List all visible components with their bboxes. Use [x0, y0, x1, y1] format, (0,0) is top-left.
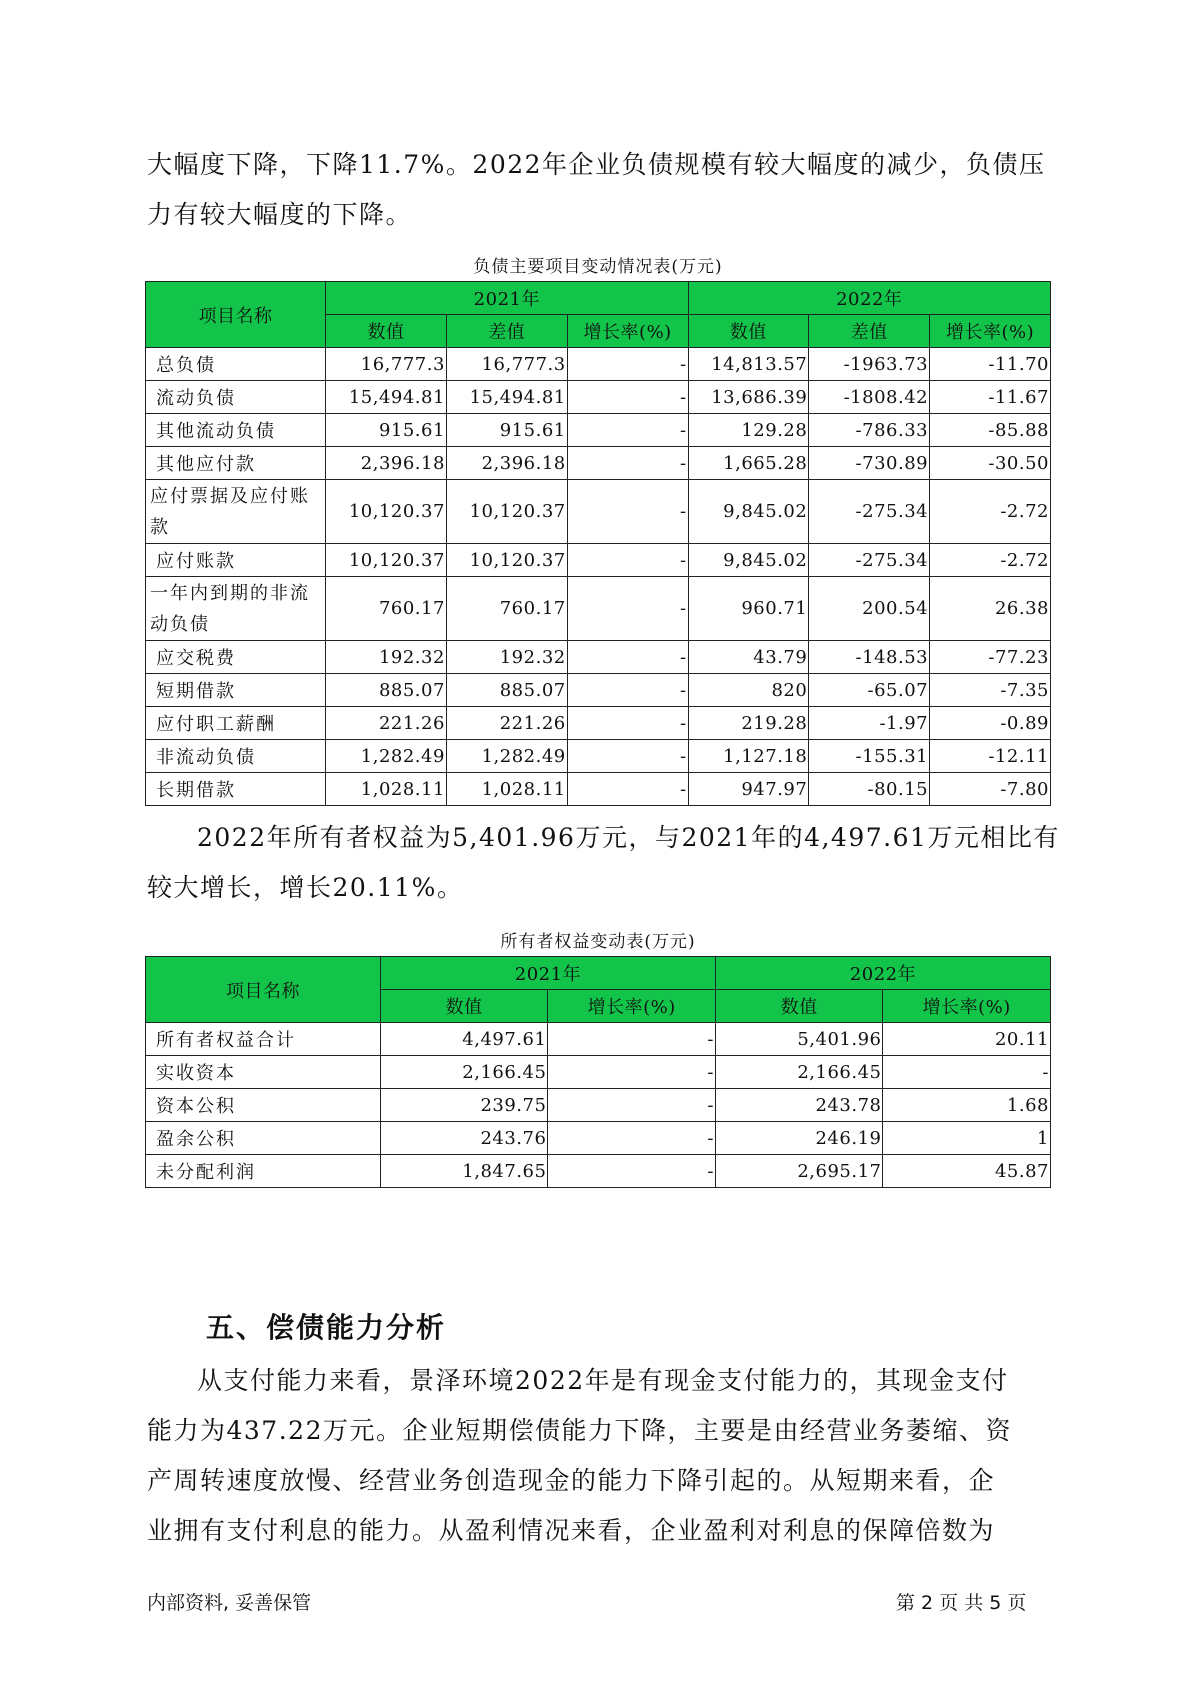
cell-g21: - [567, 348, 688, 381]
header-growth: 增长率(%) [930, 315, 1051, 348]
cell-v22: 219.28 [688, 707, 809, 740]
cell-g22: -7.80 [930, 773, 1051, 806]
cell-v21: 2,396.18 [326, 447, 447, 480]
table-row [146, 707, 1051, 740]
table-row [146, 641, 1051, 674]
header-diff: 差值 [446, 315, 567, 348]
cell-g21: - [567, 447, 688, 480]
cell-v21: 16,777.3 [326, 348, 447, 381]
row-label: 资本公积 [146, 1089, 381, 1122]
row-label: 应付职工薪酬 [146, 707, 326, 740]
cell-g22: 1.68 [883, 1089, 1051, 1122]
cell-v22: 13,686.39 [688, 381, 809, 414]
row-label: 总负债 [146, 348, 326, 381]
cell-d21: 1,028.11 [446, 773, 567, 806]
table-row [146, 1155, 1051, 1188]
cell-v21: 1,847.65 [380, 1155, 548, 1188]
cell-v21: 1,028.11 [326, 773, 447, 806]
table-row [146, 1089, 1051, 1122]
cell-g22: - [883, 1056, 1051, 1089]
cell-g21: - [567, 707, 688, 740]
intro-line: 大幅度下降，下降11.7%。2022年企业负债规模有较大幅度的减少，负债压 [147, 150, 1046, 179]
cell-g21: - [567, 381, 688, 414]
row-label: 所有者权益合计 [146, 1023, 381, 1056]
table-row [146, 674, 1051, 707]
footer-page-number: 第 2 页 共 5 页 [896, 1592, 1027, 1614]
equity-table-body [146, 1023, 1051, 1188]
table-row [146, 381, 1051, 414]
cell-g22: -85.88 [930, 414, 1051, 447]
row-label: 应付账款 [146, 544, 326, 577]
cell-v22: 820 [688, 674, 809, 707]
cell-g22: 45.87 [883, 1155, 1051, 1188]
cell-v22: 2,695.17 [715, 1155, 883, 1188]
cell-g21: - [548, 1155, 716, 1188]
row-label: 未分配利润 [146, 1155, 381, 1188]
cell-v21: 15,494.81 [326, 381, 447, 414]
table-row [146, 577, 1051, 641]
cell-d22: 200.54 [809, 577, 930, 641]
row-label: 非流动负债 [146, 740, 326, 773]
cell-d21: 10,120.37 [446, 480, 567, 544]
cell-v22: 14,813.57 [688, 348, 809, 381]
header-year-2022: 2022年 [688, 282, 1050, 315]
row-label: 流动负债 [146, 381, 326, 414]
cell-g22: -12.11 [930, 740, 1051, 773]
row-label: 实收资本 [146, 1056, 381, 1089]
cell-d22: -730.89 [809, 447, 930, 480]
liability-table-caption: 负债主要项目变动情况表(万元) [473, 257, 723, 277]
cell-v21: 2,166.45 [380, 1056, 548, 1089]
cell-d21: 16,777.3 [446, 348, 567, 381]
cell-v22: 5,401.96 [715, 1023, 883, 1056]
row-label: 一年内到期的非流动负债 [146, 577, 326, 641]
cell-g22: 1 [883, 1122, 1051, 1155]
cell-v21: 4,497.61 [380, 1023, 548, 1056]
cell-g22: -30.50 [930, 447, 1051, 480]
cell-d21: 2,396.18 [446, 447, 567, 480]
header-value: 数值 [326, 315, 447, 348]
solvency-line: 业拥有支付利息的能力。从盈利情况来看，企业盈利对利息的保障倍数为 [147, 1516, 996, 1545]
cell-d22: -1.97 [809, 707, 930, 740]
header-value: 数值 [715, 990, 883, 1023]
cell-v22: 43.79 [688, 641, 809, 674]
equity-line: 2022年所有者权益为5,401.96万元，与2021年的4,497.61万元相比有 [197, 823, 1060, 852]
equity-line: 较大增长，增长20.11%。 [147, 873, 464, 902]
cell-v22: 1,127.18 [688, 740, 809, 773]
cell-v21: 760.17 [326, 577, 447, 641]
row-label: 盈余公积 [146, 1122, 381, 1155]
cell-d22: -148.53 [809, 641, 930, 674]
cell-g21: - [548, 1056, 716, 1089]
header-growth: 增长率(%) [548, 990, 716, 1023]
cell-d21: 10,120.37 [446, 544, 567, 577]
cell-v21: 243.76 [380, 1122, 548, 1155]
intro-line: 力有较大幅度的下降。 [147, 200, 413, 229]
cell-g21: - [548, 1089, 716, 1122]
header-diff: 差值 [809, 315, 930, 348]
cell-v22: 947.97 [688, 773, 809, 806]
cell-v21: 915.61 [326, 414, 447, 447]
header-growth: 增长率(%) [567, 315, 688, 348]
table-row [146, 447, 1051, 480]
cell-d22: -80.15 [809, 773, 930, 806]
cell-g21: - [567, 674, 688, 707]
row-label: 其他流动负债 [146, 414, 326, 447]
cell-d21: 760.17 [446, 577, 567, 641]
solvency-line: 产周转速度放慢、经营业务创造现金的能力下降引起的。从短期来看，企 [147, 1466, 996, 1495]
table-row [146, 773, 1051, 806]
solvency-line: 能力为437.22万元。企业短期偿债能力下降，主要是由经营业务萎缩、资 [147, 1416, 1012, 1445]
cell-d22: -1963.73 [809, 348, 930, 381]
cell-d22: -275.34 [809, 544, 930, 577]
cell-g21: - [567, 414, 688, 447]
liability-table-body [146, 348, 1051, 806]
cell-g21: - [567, 480, 688, 544]
table-row [146, 544, 1051, 577]
cell-g22: -2.72 [930, 480, 1051, 544]
cell-v22: 246.19 [715, 1122, 883, 1155]
cell-g21: - [567, 773, 688, 806]
cell-v22: 1,665.28 [688, 447, 809, 480]
header-year-2021: 2021年 [326, 282, 688, 315]
row-label: 应交税费 [146, 641, 326, 674]
cell-d21: 221.26 [446, 707, 567, 740]
cell-v21: 10,120.37 [326, 480, 447, 544]
row-label: 短期借款 [146, 674, 326, 707]
footer-confidential-note: 内部资料, 妥善保管 [147, 1592, 312, 1614]
header-year-2022: 2022年 [715, 957, 1050, 990]
row-label: 应付票据及应付账款 [146, 480, 326, 544]
header-item-name: 项目名称 [146, 957, 381, 1023]
table-row [146, 414, 1051, 447]
cell-v22: 243.78 [715, 1089, 883, 1122]
table-row [146, 740, 1051, 773]
row-label: 长期借款 [146, 773, 326, 806]
cell-v21: 239.75 [380, 1089, 548, 1122]
cell-d21: 192.32 [446, 641, 567, 674]
table-row [146, 480, 1051, 544]
header-value: 数值 [688, 315, 809, 348]
table-row [146, 1023, 1051, 1056]
table-row [146, 1122, 1051, 1155]
cell-d22: -786.33 [809, 414, 930, 447]
cell-g21: - [567, 544, 688, 577]
cell-g21: - [567, 740, 688, 773]
header-growth: 增长率(%) [883, 990, 1051, 1023]
equity-table-caption: 所有者权益变动表(万元) [500, 932, 696, 952]
cell-g22: -77.23 [930, 641, 1051, 674]
cell-v21: 192.32 [326, 641, 447, 674]
cell-g21: - [567, 577, 688, 641]
cell-g22: -11.70 [930, 348, 1051, 381]
table-row [146, 1056, 1051, 1089]
cell-g22: -11.67 [930, 381, 1051, 414]
cell-v21: 885.07 [326, 674, 447, 707]
cell-g21: - [548, 1023, 716, 1056]
cell-g22: 20.11 [883, 1023, 1051, 1056]
intro-paragraph [147, 140, 1052, 240]
cell-g22: -0.89 [930, 707, 1051, 740]
cell-d21: 915.61 [446, 414, 567, 447]
cell-d22: -275.34 [809, 480, 930, 544]
cell-v22: 129.28 [688, 414, 809, 447]
cell-v21: 221.26 [326, 707, 447, 740]
cell-d22: -65.07 [809, 674, 930, 707]
cell-g22: -7.35 [930, 674, 1051, 707]
solvency-paragraph [147, 1356, 1052, 1556]
header-item-name: 项目名称 [146, 282, 326, 348]
table-row [146, 348, 1051, 381]
header-value: 数值 [380, 990, 548, 1023]
cell-v22: 9,845.02 [688, 544, 809, 577]
header-year-2021: 2021年 [380, 957, 715, 990]
cell-d21: 1,282.49 [446, 740, 567, 773]
equity-paragraph [147, 813, 1060, 913]
cell-g21: - [567, 641, 688, 674]
section-heading: 五、偿债能力分析 [206, 1311, 447, 1344]
cell-v22: 9,845.02 [688, 480, 809, 544]
solvency-line: 从支付能力来看，景泽环境2022年是有现金支付能力的，其现金支付 [197, 1366, 1009, 1395]
cell-v21: 1,282.49 [326, 740, 447, 773]
equity-table [145, 956, 1051, 1188]
liability-table [145, 281, 1051, 806]
cell-v21: 10,120.37 [326, 544, 447, 577]
cell-d21: 15,494.81 [446, 381, 567, 414]
row-label: 其他应付款 [146, 447, 326, 480]
cell-g22: 26.38 [930, 577, 1051, 641]
cell-d22: -155.31 [809, 740, 930, 773]
cell-g21: - [548, 1122, 716, 1155]
cell-v22: 960.71 [688, 577, 809, 641]
cell-g22: -2.72 [930, 544, 1051, 577]
cell-d22: -1808.42 [809, 381, 930, 414]
cell-v22: 2,166.45 [715, 1056, 883, 1089]
cell-d21: 885.07 [446, 674, 567, 707]
